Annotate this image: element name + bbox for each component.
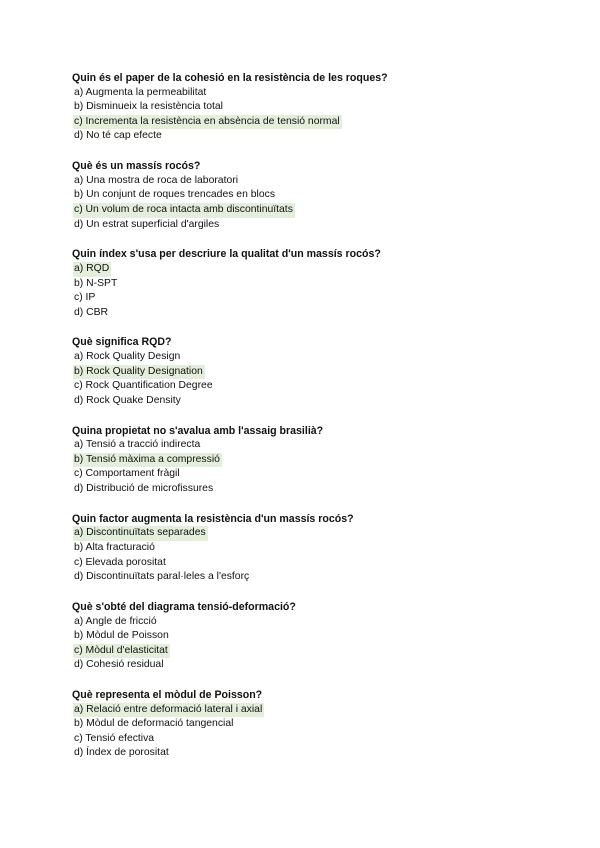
answer-option-highlighted [72, 115, 542, 130]
answer-option [72, 379, 542, 394]
answer-option-text: b) Tensió màxima a compressió [73, 453, 222, 468]
question-block [72, 600, 542, 673]
answer-option [72, 306, 542, 321]
answer-option-text: a) RQD [73, 262, 111, 277]
answer-option [72, 277, 542, 292]
question-title: Què és un massís rocós? [72, 160, 201, 173]
answer-option-text: c) Elevada porositat [74, 556, 166, 568]
answer-options [72, 526, 542, 584]
answer-option-text: b) N-SPT [74, 277, 118, 289]
answer-option-text: c) Tensió efectiva [74, 732, 155, 744]
answer-option-text: b) Mòdul de Poisson [74, 630, 169, 642]
answer-option-text: c) Incrementa la resistència en absència de tensió normal [73, 115, 342, 130]
answer-option-text: a) Discontinuïtats separades [73, 526, 208, 541]
answer-option-text: a) Relació entre deformació lateral i axial [73, 703, 264, 718]
answer-options [72, 86, 542, 144]
answer-option-text: a) Tensió a tracció indirecta [74, 439, 201, 451]
answer-option-text: a) Una mostra de roca de laboratori [74, 174, 239, 186]
answer-option-text: c) IP [74, 292, 96, 304]
answer-option-text: c) Comportament fràgil [74, 468, 180, 480]
answer-option-text: d) Distribució de microfissures [74, 483, 214, 494]
question-title: Quin és el paper de la cohesió en la resistència de les roques? [72, 72, 388, 84]
answer-option-text: d) Índex de porositat [74, 747, 169, 759]
answer-option-text: d) Cohesió residual [74, 659, 164, 671]
answer-option-text: a) Rock Quality Design [74, 351, 181, 363]
answer-option [72, 218, 542, 233]
answer-options [72, 703, 542, 761]
answer-option [72, 394, 542, 409]
question-block [72, 247, 542, 320]
answer-option-highlighted [72, 262, 542, 277]
quiz-list [72, 71, 542, 776]
answer-option [72, 556, 542, 571]
question-block [72, 512, 542, 585]
answer-option [72, 717, 542, 732]
answer-option [72, 291, 542, 306]
answer-option [72, 100, 542, 115]
answer-option-text: b) Disminueix la resistència total [74, 101, 223, 113]
question-title: Quin factor augmenta la resistència d'un massís rocós? [72, 512, 354, 525]
question-block [72, 688, 542, 761]
question-title: Què s'obté del diagrama tensió-deformació? [72, 600, 296, 613]
answer-option-highlighted [72, 453, 542, 468]
answer-option [72, 350, 542, 365]
answer-options [72, 615, 542, 673]
question-block [72, 424, 542, 497]
answer-option [72, 86, 542, 101]
answer-option [72, 188, 542, 203]
answer-option [72, 570, 542, 585]
answer-option-highlighted [72, 644, 542, 659]
question-title: Quina propietat no s'avalua amb l'assaig brasilià? [72, 424, 324, 437]
answer-option-text: d) Rock Quake Density [74, 394, 181, 406]
answer-option-text: b) Mòdul de deformació tangencial [74, 718, 234, 730]
answer-option-text: d) Discontinuïtats paral·leles a l'esforç [74, 571, 250, 583]
answer-option-highlighted [72, 365, 542, 380]
answer-option-highlighted [72, 703, 542, 718]
answer-option [72, 174, 542, 189]
answer-options [72, 174, 542, 232]
question-block [72, 335, 542, 408]
answer-option [72, 732, 542, 747]
answer-option [72, 746, 542, 761]
answer-option-highlighted [72, 203, 542, 218]
answer-option-text: c) Mòdul d'elasticitat [73, 644, 170, 659]
answer-option-text: a) Angle de fricció [74, 615, 157, 627]
answer-option [72, 438, 542, 453]
answer-option-text: c) Rock Quantification Degree [74, 380, 213, 392]
answer-options [72, 438, 542, 496]
answer-option-text: d) Un estrat superficial d'argiles [74, 218, 220, 230]
answer-options [72, 262, 542, 320]
question-title: Què significa RQD? [72, 336, 172, 349]
answer-option [72, 658, 542, 673]
question-title: Quin índex s'usa per descriure la qualitat d'un massís rocós? [72, 248, 381, 261]
answer-option [72, 129, 542, 144]
answer-option-text: b) Un conjunt de roques trencades en blocs [74, 189, 276, 201]
question-block [72, 71, 542, 144]
answer-option [72, 541, 542, 556]
answer-option [72, 629, 542, 644]
answer-option [72, 482, 542, 497]
answer-option [72, 467, 542, 482]
answer-option [72, 615, 542, 630]
answer-option-highlighted [72, 526, 542, 541]
answer-options [72, 350, 542, 408]
question-block [72, 159, 542, 232]
answer-option-text: b) Rock Quality Designation [73, 365, 205, 380]
answer-option-text: c) Un volum de roca intacta amb discontinuïtats [73, 203, 295, 218]
answer-option-text: a) Augmenta la permeabilitat [74, 86, 207, 98]
answer-option-text: d) CBR [74, 306, 109, 318]
answer-option-text: d) No té cap efecte [74, 130, 162, 142]
answer-option-text: b) Alta fracturació [74, 541, 155, 553]
question-title: Què representa el mòdul de Poisson? [72, 689, 263, 702]
